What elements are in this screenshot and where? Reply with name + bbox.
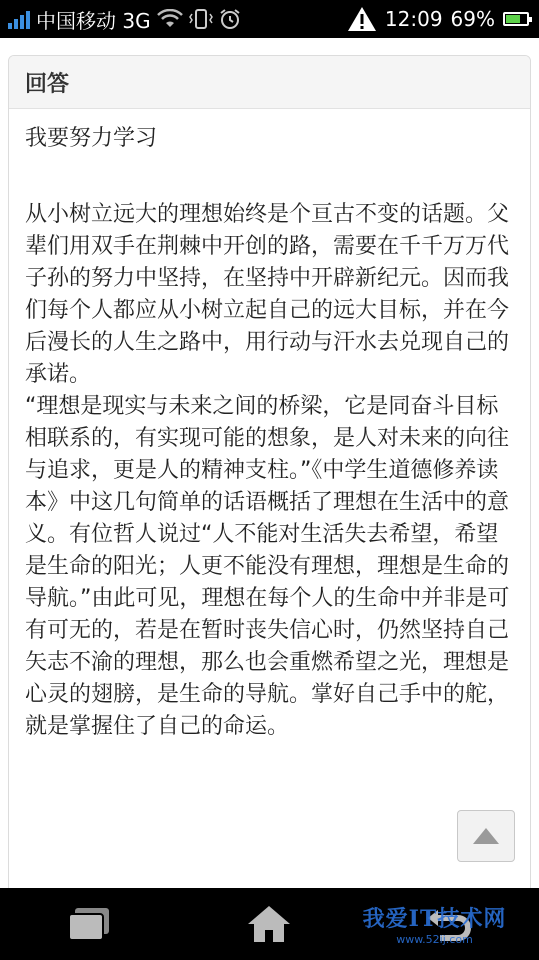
- answer-paragraph: 从小树立远大的理想始终是个亘古不变的话题。父辈们用双手在荆棘中开创的路，需要在千千万万代子孙的努力中坚持，在坚持中开辟新纪元。因而我们每个人都应从小树立起自己的远大目标，并在今后漫长的人生之路中，用行动与汗水去兑现自己的承诺。: [25, 202, 510, 387]
- battery-icon: [503, 12, 529, 26]
- vibrate-icon: [189, 8, 213, 30]
- carrier-label: 中国移动 3G: [36, 8, 151, 33]
- wifi-icon: [157, 9, 183, 29]
- scroll-top-button[interactable]: [457, 810, 515, 862]
- card-header: 回答: [9, 56, 530, 109]
- answer-card: [8, 55, 531, 955]
- back-button[interactable]: [409, 894, 489, 954]
- status-bar: [0, 0, 539, 38]
- clock: 12:09: [384, 7, 443, 31]
- status-right: [347, 6, 539, 32]
- status-left: [0, 5, 241, 34]
- battery-percent: 69%: [450, 7, 495, 31]
- alarm-icon: [219, 8, 241, 30]
- recent-apps-icon: [67, 906, 113, 942]
- arrow-up-icon: [471, 826, 501, 846]
- recent-apps-button[interactable]: [50, 894, 130, 954]
- warning-icon: [347, 6, 377, 32]
- nav-bar: [0, 888, 539, 960]
- home-button[interactable]: [229, 894, 309, 954]
- answer-paragraph: “理想是现实与未来之间的桥梁，它是同奋斗目标相联系的，有实现可能的想象，是人对未来的向往与追求，更是人的精神支柱。”《中学生道德修养读本》中这几句简单的话语概括了理想在生活中的意义。有位哲人说过“人不能对生活失去希望，希望是生命的阳光；人更不能没有理想，理想是生命的导航。”由此可见，理想在每个人的生命中并非是可有可无的，若是在暂时丧失信心时，仍然坚持自己矢志不渝的理想，那么也会重燃希望之光，理想是心灵的翅膀，是生命的导航。掌好自己手中的舵，就是掌握住了自己的命运。: [25, 394, 510, 739]
- answer-title: 我要努力学习: [25, 126, 158, 151]
- answer-content: [9, 109, 530, 743]
- watermark-url: www.52ij.com: [396, 933, 473, 946]
- watermark-text: 我爱IT技术网: [362, 906, 507, 932]
- home-icon: [246, 904, 292, 944]
- back-icon: [424, 904, 474, 944]
- signal-icon: [8, 9, 30, 29]
